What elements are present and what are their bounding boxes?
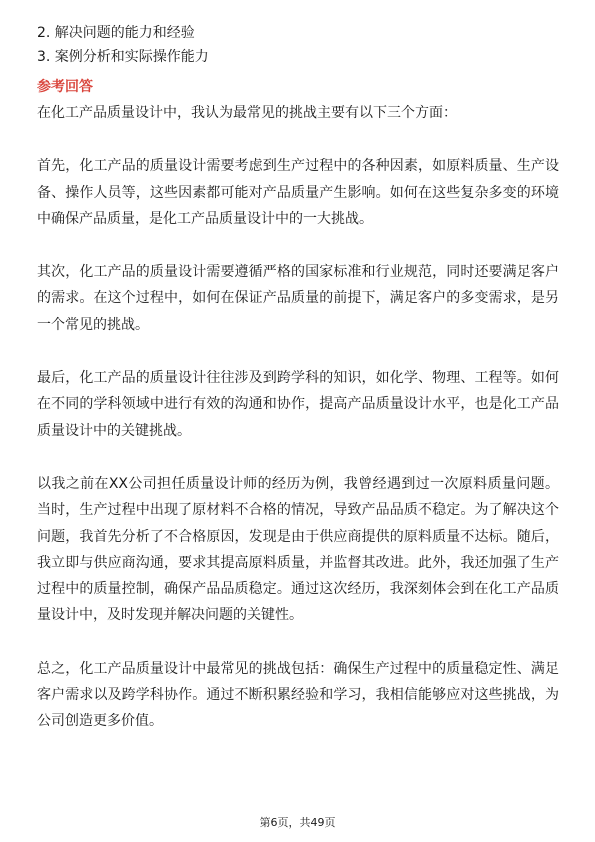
paragraph-second: 其次，化工产品的质量设计需要遵循严格的国家标准和行业规范，同时还要满足客户的需求。在这个过程中，如何在保证产品质量的前提下，满足客户的多变需求，是另一个常见的挑战。 [37, 264, 559, 333]
page-number: 第6页，共49页 [259, 816, 336, 829]
paragraph-first: 首先，化工产品的质量设计需要考虑到生产过程中的各种因素，如原料质量、生产设备、操作人员等，这些因素都可能对产品质量产生影响。如何在这些复杂多变的环境中确保产品质量，是化工产品质量设计中的一大挑战。 [37, 158, 559, 227]
intro-paragraph: 在化工产品质量设计中，我认为最常见的挑战主要有以下三个方面： [37, 105, 457, 121]
paragraph-example: 以我之前在XX公司担任质量设计师的经历为例，我曾经遇到过一次原料质量问题。当时，生产过程中出现了原材料不合格的情况，导致产品品质不稳定。为了解决这个问题，我首先分析了不合格原因，发现是由于供应商提供的原料质量不达标。随后，我立即与供应商沟通，要求其提高原料质量，并监督其改进。此外，我还加强了生产过程中的质量控制，确保产品品质稳定。通过这次经历，我深刻体会到在化工产品质量设计中，及时发现并解决问题的关键性。 [37, 475, 559, 624]
paragraph-third: 最后，化工产品的质量设计往往涉及到跨学科的知识，如化学、物理、工程等。如何在不同的学科领域中进行有效的沟通和协作，提高产品质量设计水平，也是化工产品质量设计中的关键挑战。 [37, 370, 559, 439]
page-content [37, 22, 559, 735]
paragraph-conclusion: 总之，化工产品质量设计中最常见的挑战包括：确保生产过程中的质量稳定性、满足客户需求以及跨学科协作。通过不断积累经验和学习，我相信能够应对这些挑战，为公司创造更多价值。 [37, 660, 559, 730]
section-title: 参考回答 [37, 79, 93, 95]
list-item: 3. 案例分析和实际操作能力 [37, 49, 209, 65]
list-item: 2. 解决问题的能力和经验 [37, 25, 195, 41]
